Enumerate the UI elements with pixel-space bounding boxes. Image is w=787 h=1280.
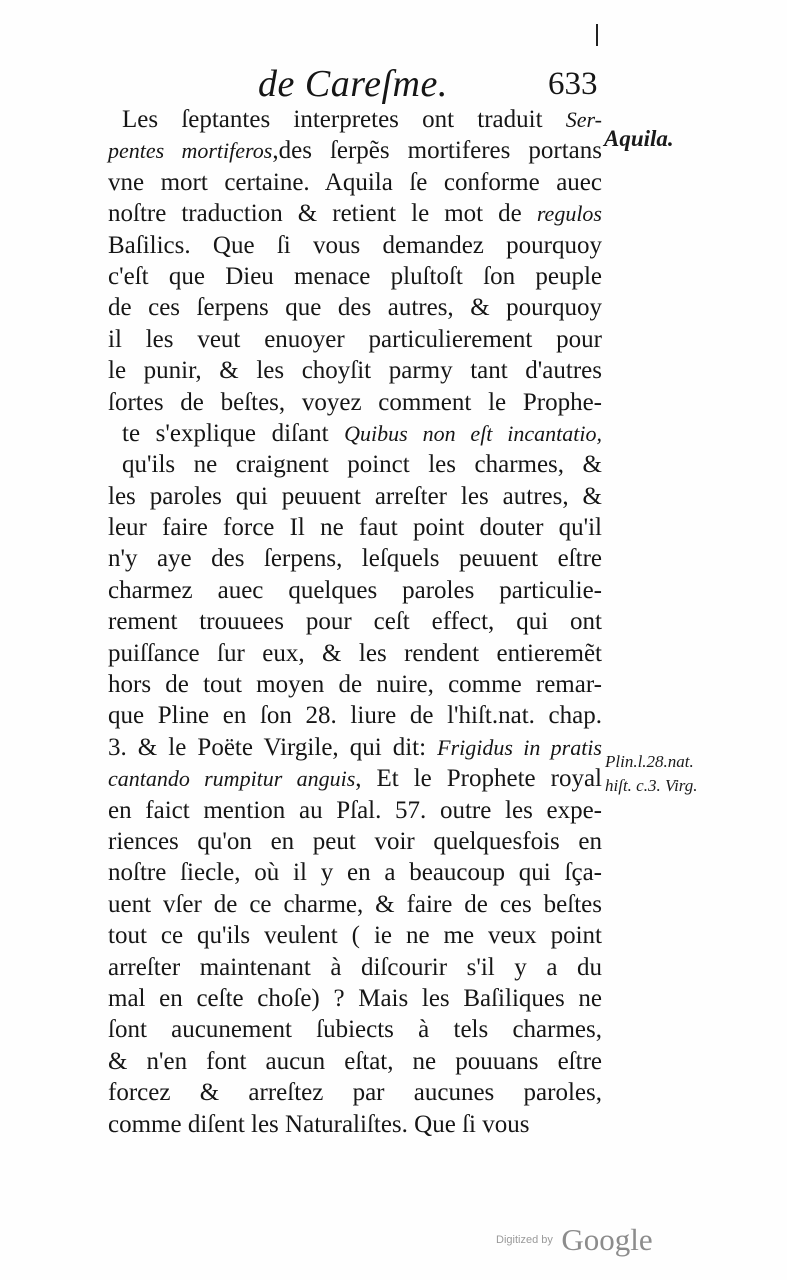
text-line: ſortes de beſtes, voyez comment le Prophe- bbox=[108, 388, 602, 416]
text-line: tout ce qu'ils veulent ( ie ne me veux point bbox=[108, 922, 602, 950]
text-line: Les ſeptantes interpretes ont traduit Ser- bbox=[122, 106, 602, 133]
text-line: vne mort certaine. Aquila ſe conforme auec bbox=[108, 168, 602, 196]
text-line: leur faire force Il ne faut point douter qu'il bbox=[108, 514, 602, 542]
text-line: il les veut enuoyer particulierement pour bbox=[108, 325, 602, 353]
text-line: charmez auec quelques paroles particulie- bbox=[108, 576, 602, 604]
watermark-prefix: Digitized by bbox=[496, 1234, 553, 1246]
text-line: mal en ceſte choſe) ? Mais les Baſiliques ne bbox=[108, 984, 602, 1012]
text-line: noſtre traduction & retient le mot de regulos bbox=[108, 200, 602, 228]
text-line: riences qu'on en peut voir quelquesfois en bbox=[108, 827, 602, 855]
text-line: n'y aye des ſerpens, leſquels peuuent eſtre bbox=[108, 545, 602, 573]
digitized-watermark bbox=[496, 1222, 653, 1258]
text-line: arreſter maintenant à diſcourir s'il y a du bbox=[108, 953, 602, 981]
text-line: qu'ils ne craignent poinct les charmes, & bbox=[122, 451, 602, 479]
text-line: pentes mortiferos,des ſerpẽs mortiferes portans bbox=[108, 137, 603, 165]
text-line: le punir, & les choyſit parmy tant d'autres bbox=[108, 357, 602, 385]
page-edge-mark bbox=[596, 24, 598, 46]
text-line: que Pline en ſon 28. liure de l'hiſt.nat. chap. bbox=[108, 702, 602, 730]
text-line: Baſilics. Que ſi vous demandez pourquoy bbox=[108, 231, 602, 259]
page-header bbox=[0, 62, 787, 110]
text-line: rement trouuees pour ceſt effect, qui ont bbox=[108, 608, 602, 636]
body-text bbox=[108, 104, 602, 1140]
text-line: uent vſer de ce charme, & faire de ces beſtes bbox=[108, 890, 602, 918]
text-line: comme diſent les Naturaliſtes. Que ſi vous bbox=[108, 1110, 530, 1138]
marginal-note-aquila: Aquila. bbox=[604, 126, 674, 151]
text-line: de ces ſerpens que des autres, & pourquoy bbox=[108, 294, 602, 322]
text-line: 3. & le Poëte Virgile, qui dit: Frigidus in pratis bbox=[108, 733, 602, 761]
text-line: noſtre ſiecle, où il y en a beaucoup qui ſça- bbox=[108, 859, 602, 887]
text-line: & n'en font aucun eſtat, ne pouuans eſtre bbox=[108, 1047, 602, 1075]
page-number: 633 bbox=[548, 66, 598, 102]
text-line: en faict mention au Pſal. 57. outre les expe- bbox=[108, 796, 602, 824]
text-line: forcez & arreſtez par aucunes paroles, bbox=[108, 1079, 602, 1107]
text-line: cantando rumpitur anguis, Et le Prophete royal bbox=[108, 765, 602, 793]
text-line: ſont aucunement ſubiects à tels charmes, bbox=[108, 1016, 602, 1044]
marginal-note-line: hiſt. c.3. Virg. bbox=[605, 776, 698, 795]
running-title: de Careſme. bbox=[258, 63, 448, 105]
text-line: te s'explique diſant Quibus non eſt incantatio, bbox=[122, 419, 602, 447]
watermark-brand: Google bbox=[561, 1222, 653, 1257]
text-line: les paroles qui peuuent arreſter les autres, & bbox=[108, 482, 602, 510]
text-line: puiſſance ſur eux, & les rendent entieremẽt bbox=[108, 639, 602, 667]
text-line: c'eſt que Dieu menace pluſtoſt ſon peuple bbox=[108, 262, 602, 290]
text-line: hors de tout moyen de nuire, comme remar- bbox=[108, 671, 602, 699]
marginal-note-pliny bbox=[605, 750, 698, 798]
marginal-note-line: Plin.l.28.nat. bbox=[605, 752, 694, 771]
